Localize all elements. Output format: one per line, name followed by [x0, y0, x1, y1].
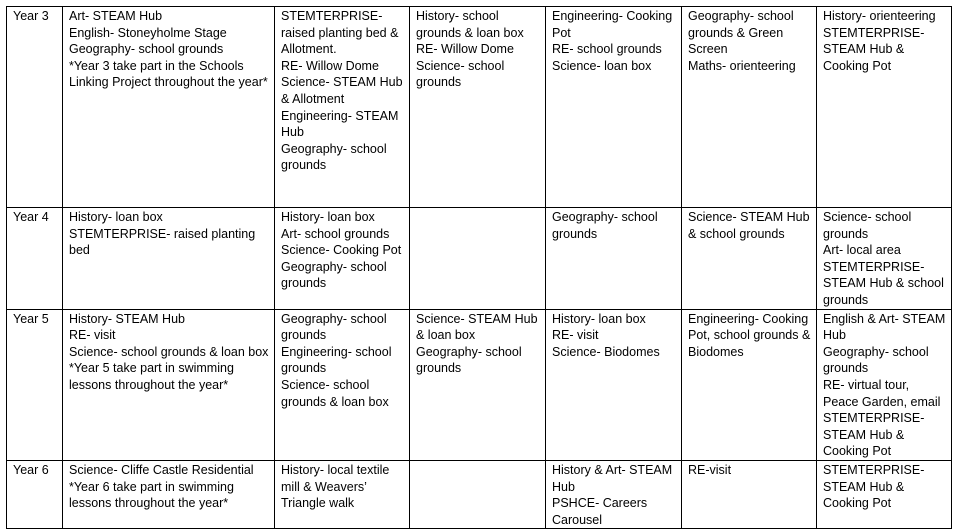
year-cell: [7, 208, 63, 310]
cell-entry: Geography- school grounds & Green Screen: [688, 9, 798, 57]
cell-entry: Science- STEAM Hub & school grounds: [688, 210, 814, 241]
cell-entry: Geography- school grounds: [281, 141, 391, 173]
cell-entry: Science- school grounds & loan box: [281, 377, 389, 409]
cell-entry: Geography- school grounds: [552, 210, 662, 241]
cell-entry: *Year 6 take part in swimming lessons throughout the year*: [69, 479, 238, 511]
cell-entry: Science- Biodomes: [552, 344, 660, 359]
table-cell: [817, 7, 952, 208]
table-cell: [410, 309, 546, 460]
table-row: [7, 7, 952, 208]
cell-entry: RE-visit: [688, 462, 732, 477]
table-row: [7, 208, 952, 310]
cell-entry: STEMTERPRISE- raised planting bed & Allotment.: [281, 9, 402, 57]
table-cell: [275, 7, 410, 208]
cell-entry: Science- loan box: [552, 58, 652, 73]
table-cell: [546, 309, 682, 460]
table-cell: [410, 208, 546, 310]
cell-entry: Geography- school grounds: [416, 344, 526, 376]
table-cell: [817, 460, 952, 528]
table-cell: [817, 309, 952, 460]
cell-entry: History- loan box: [281, 210, 375, 224]
cell-entry: History- loan box: [552, 311, 646, 326]
cell-entry: STEMTERPRISE- STEAM Hub & school grounds: [823, 259, 948, 307]
cell-entry: RE- Willow Dome: [281, 58, 379, 73]
cell-entry: History- STEAM Hub: [69, 311, 185, 326]
year-label: Year 4: [13, 210, 49, 224]
cell-entry: History- school grounds & loan box: [416, 9, 524, 40]
table-cell: [546, 460, 682, 528]
table-cell: [682, 7, 817, 208]
cell-entry: Science- Cliffe Castle Residential: [69, 462, 254, 477]
table-cell: [63, 309, 275, 460]
year-cell: [7, 309, 63, 460]
cell-entry: PSHCE- Careers Carousel: [552, 496, 651, 527]
cell-entry: History & Art- STEAM Hub: [552, 462, 676, 494]
cell-entry: RE- visit: [69, 328, 116, 343]
cell-entry: Science- school grounds: [416, 58, 508, 90]
table-row: [7, 309, 952, 460]
year-label: Year 3: [13, 9, 49, 23]
cell-entry: RE- visit: [552, 328, 599, 343]
table-body: [7, 7, 952, 529]
table-cell: [682, 208, 817, 310]
cell-entry: RE- school grounds: [552, 42, 662, 57]
cell-entry: Science- Cooking Pot: [281, 243, 402, 258]
cell-entry: RE- virtual tour, Peace Garden, email: [823, 377, 941, 409]
table-cell: [682, 460, 817, 528]
cell-entry: STEMTERPRISE- raised planting bed: [69, 226, 259, 258]
cell-entry: STEMTERPRISE- STEAM Hub & Cooking Pot: [823, 411, 928, 459]
table-cell: [546, 208, 682, 310]
year-label: Year 6: [13, 462, 49, 477]
year-cell: [7, 460, 63, 528]
cell-entry: History- local textile mill & Weavers’ Triangle walk: [281, 462, 393, 511]
cell-entry: *Year 3 take part in the Schools Linking Project throughout the year*: [69, 58, 268, 90]
cell-entry: Science- school grounds: [823, 210, 915, 241]
year-label: Year 5: [13, 311, 49, 326]
cell-entry: STEMTERPRISE- STEAM Hub & Cooking Pot: [823, 25, 928, 73]
cell-entry: English- Stoneyholme Stage: [69, 25, 227, 40]
cell-entry: Engineering- Cooking Pot: [552, 9, 676, 40]
cell-entry: Geography- school grounds: [281, 259, 391, 291]
cell-entry: Science- school grounds & loan box: [69, 344, 269, 359]
table-cell: [682, 309, 817, 460]
cell-entry: RE- Willow Dome: [416, 42, 514, 57]
table-cell: [63, 460, 275, 528]
cell-entry: Engineering- STEAM Hub: [281, 108, 402, 140]
table-cell: [275, 460, 410, 528]
table-cell: [275, 208, 410, 310]
cell-entry: Geography- school grounds: [823, 344, 933, 376]
cell-entry: STEMTERPRISE- STEAM Hub & Cooking Pot: [823, 462, 928, 511]
cell-entry: Geography- school grounds: [69, 42, 224, 57]
cell-entry: Engineering- school grounds: [281, 344, 395, 376]
table-cell: [410, 7, 546, 208]
cell-entry: History- loan box: [69, 210, 163, 224]
table-cell: [63, 7, 275, 208]
cell-entry: Maths- orienteering: [688, 58, 796, 73]
cell-entry: Engineering- Cooking Pot, school grounds & Biodomes: [688, 311, 814, 359]
cell-entry: English & Art- STEAM Hub: [823, 311, 949, 343]
table-cell: [275, 309, 410, 460]
curriculum-table: [6, 6, 952, 529]
table-cell: [546, 7, 682, 208]
cell-entry: Geography- school grounds: [281, 311, 391, 343]
cell-entry: Science- STEAM Hub & loan box: [416, 311, 542, 343]
cell-entry: History- orienteering: [823, 9, 936, 23]
cell-entry: *Year 5 take part in swimming lessons throughout the year*: [69, 361, 238, 392]
cell-entry: Art- school grounds: [281, 226, 390, 241]
cell-entry: Art- local area: [823, 243, 901, 258]
cell-entry: Science- STEAM Hub & Allotment: [281, 75, 407, 106]
table-cell: [410, 460, 546, 528]
cell-entry: Art- STEAM Hub: [69, 9, 163, 23]
table-cell: [817, 208, 952, 310]
table-cell: [63, 208, 275, 310]
year-cell: [7, 7, 63, 208]
table-row: [7, 460, 952, 528]
